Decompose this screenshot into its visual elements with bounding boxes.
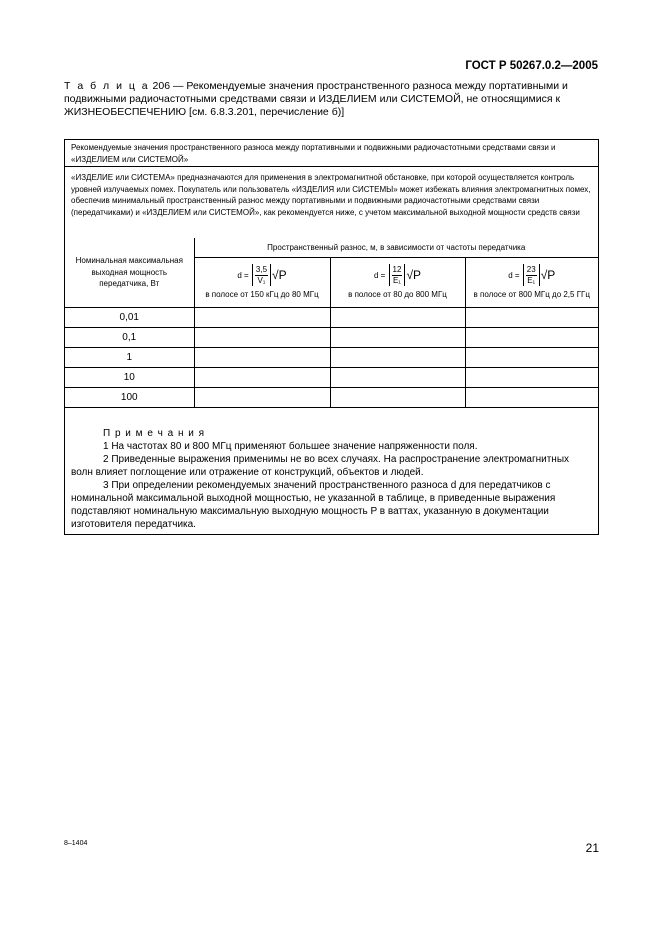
caption-label: Т а б л и ц а (64, 80, 150, 92)
note-3: 3 При определении рекомендуемых значений пространственного разноса d для передатчиков с номинальной максимальной выходной мощностью, не указанной в таблице, в приведенные выражения подставляют номинальную максимальную выходную мощность P в ваттах, указанную в документации изготовителя передатчика. (71, 480, 556, 530)
formula-cell (194, 258, 330, 308)
empty-cell (465, 328, 598, 348)
band-label: в полосе от 80 до 800 МГц (348, 290, 447, 299)
empty-cell (330, 348, 465, 368)
empty-cell (194, 328, 330, 348)
power-value: 1 (65, 348, 194, 368)
empty-cell (194, 348, 330, 368)
table-title: Рекомендуемые значения пространственного разноса между портативными и подвижными радиочастотными средствами связи и «ИЗДЕЛИЕМ или СИСТЕМОЙ» (71, 143, 556, 164)
power-value: 10 (65, 368, 194, 388)
empty-cell (465, 368, 598, 388)
formula-cell (330, 258, 465, 308)
page-number: 21 (585, 841, 599, 855)
empty-cell (465, 308, 598, 328)
power-value: 0,01 (65, 308, 194, 328)
power-value: 0,1 (65, 328, 194, 348)
empty-cell (465, 348, 598, 368)
empty-cell (330, 328, 465, 348)
empty-cell (465, 388, 598, 408)
notes (65, 427, 598, 531)
print-code: 8–1404 (64, 840, 88, 847)
empty-cell (330, 368, 465, 388)
formula: d = $\frac{12}{\text{E₁}}$ √P (373, 264, 422, 285)
band-label: в полосе от 150 кГц до 80 МГц (205, 290, 319, 299)
recommendation-table (64, 139, 599, 535)
empty-cell (194, 388, 330, 408)
notes-heading: П р и м е ч а н и я (103, 428, 206, 439)
band-label: в полосе от 800 МГц до 2,5 ГГц (473, 290, 590, 299)
empty-cell (194, 368, 330, 388)
distance-column-header: Пространственный разнос, м, в зависимости от частоты передатчика (194, 238, 598, 258)
empty-cell (330, 388, 465, 408)
table-row (65, 368, 598, 388)
note-2: 2 Приведенные выражения применимы не во всех случаях. На распространение электромагнитных волн влияет поглощение или отражение от конструкций, объектов и людей. (71, 454, 570, 478)
table-intro: «ИЗДЕЛИЕ или СИСТЕМА» предназначаются для применения в электромагнитной обстановке, при которой осуществляется контроль уровней излучаемых помех. Покупатель или пользователь «ИЗДЕЛИЯ или СИСТЕМЫ» может избежать влияния электромагнитных помех, обеспечив минимальный пространственный разнос между портативными и подвижными радиочастотными средствами связи (передатчиками) и «ИЗДЕЛИЕМ или СИСТЕМОЙ», как рекомендуется ниже, с учетом максимальной выходной мощности средств связи (71, 173, 591, 217)
table-row (65, 348, 598, 368)
document-header: ГОСТ Р 50267.0.2—2005 (465, 60, 598, 72)
formula: d = $\frac{3,5}{\text{V₁}}$ √P (237, 264, 287, 285)
caption-text: 206 — Рекомендуемые значения пространственного разноса между портативными и подвижными радиочастотными средствами связи и ИЗДЕЛИЕМ или СИСТЕМОЙ, не относящимися к ЖИЗНЕОБЕСПЕЧЕНИЮ [см. 6.8.3.201, перечисление б)] (64, 80, 568, 118)
table-row (65, 388, 598, 408)
power-value: 100 (65, 388, 194, 408)
distance-grid (65, 238, 598, 408)
note-1: 1 На частотах 80 и 800 МГц применяют большее значение напряженности поля. (103, 441, 478, 452)
power-column-header: Номинальная максимальная выходная мощность передатчика, Вт (65, 238, 194, 308)
empty-cell (330, 308, 465, 328)
formula-cell (465, 258, 598, 308)
formula: d = $\frac{23}{\text{E₁}}$ √P (508, 264, 556, 285)
divider (65, 166, 598, 167)
empty-cell (194, 308, 330, 328)
table-row (65, 328, 598, 348)
table-row (65, 308, 598, 328)
table-caption (64, 80, 600, 119)
